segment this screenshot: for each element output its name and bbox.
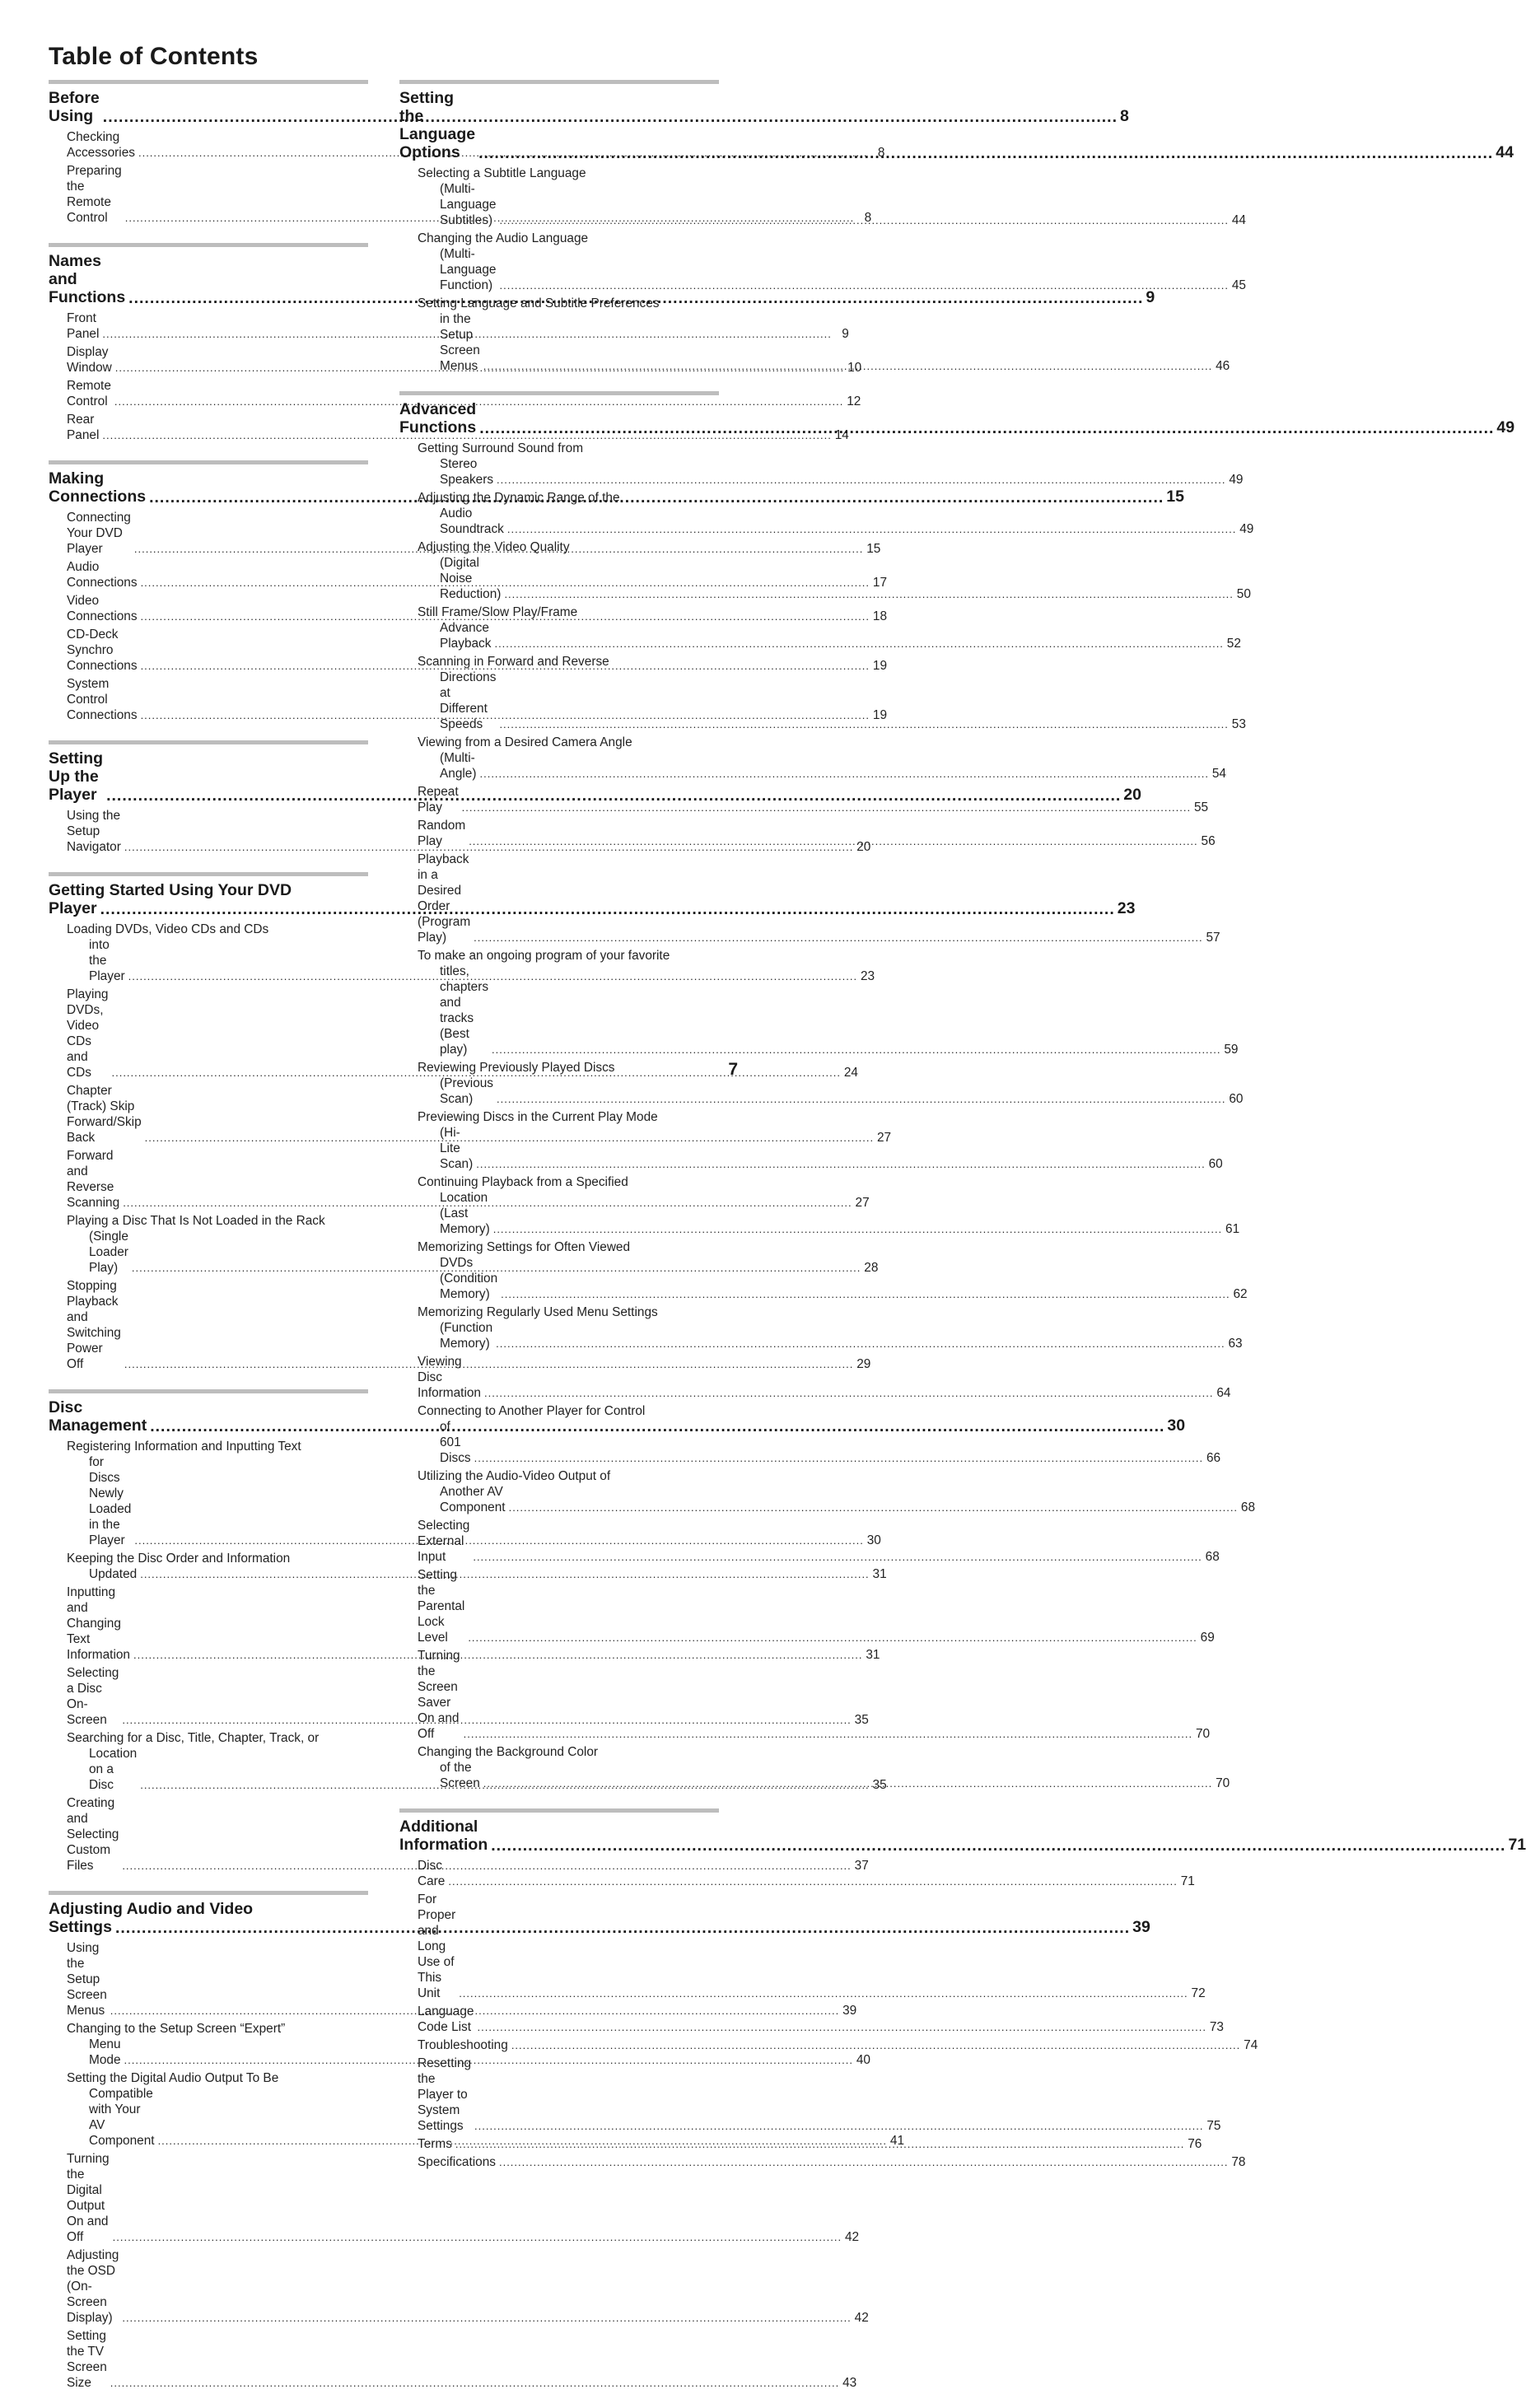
entry-text-line1: Keeping the Disc Order and Information [67,1552,291,1566]
entry-text-line1: Changing the Background Color [418,1745,599,1759]
entry-text: (Multi-Language Subtitles) [440,182,497,227]
entry-text: Stopping Playback and Switching Power Off [67,1279,121,1371]
entry-text: (Digital Noise Reduction) [440,556,502,601]
section-heading[interactable] [399,1818,1526,1854]
entry-text-line1: Scanning in Forward and Reverse [418,655,609,669]
entry-text: Viewing Disc Information [418,1355,481,1400]
entry-page-number: 76 [1188,2137,1202,2151]
entry-page-number: 29 [856,1357,871,1371]
section-heading[interactable] [49,881,1136,917]
leader-dots [474,1453,1203,1464]
page-title: Table of Contents [49,43,259,70]
leader-dots [474,932,1202,944]
entry-text: Troubleshooting [418,2038,508,2052]
entry-page-number: 20 [856,840,871,854]
toc-entry[interactable] [67,378,861,409]
leader-dots [477,2022,1206,2033]
leader-dots [455,2139,1184,2150]
toc-entry[interactable] [67,2328,857,2391]
toc-entry[interactable] [418,2154,1246,2170]
entry-page-number: 27 [855,1196,870,1210]
entry-text: (Function Memory) [440,1321,493,1351]
entry-page-number: 28 [864,1261,879,1275]
section-divider [49,1891,368,1895]
section-heading-line1: Getting Started Using Your DVD [49,881,292,899]
entry-page-number: 73 [1209,2020,1224,2034]
entry-text-line1: Loading DVDs, Video CDs and CDs [67,922,269,936]
entry-text: Checking Accessories [67,130,135,160]
entry-page-number: 70 [1195,1727,1211,1741]
entry-page-number: 53 [1231,717,1246,731]
entry-text: Audio Connections [67,560,138,590]
entry-text-line1: Continuing Playback from a Specified [418,1175,628,1189]
entry-text: Stereo Speakers [440,457,494,487]
entry-text: of 601 Discs [440,1420,471,1465]
section-divider [399,80,719,84]
toc-entry[interactable] [67,2247,869,2326]
section-heading-label: Setting the Language Options [399,89,476,161]
entry-text: Preparing the Remote Control [67,164,122,225]
section-divider [399,1808,719,1813]
leader-dots [501,1289,1230,1300]
leader-dots [497,1094,1225,1105]
toc-entry[interactable] [67,1551,887,1582]
leader-dots [476,1159,1205,1170]
leader-dots [468,1632,1197,1644]
section-page-number: 15 [1166,488,1184,506]
entry-page-number: 71 [1180,1874,1195,1888]
section-page-number: 39 [1132,1918,1150,1936]
entry-text: Setting the TV Screen Size [67,2329,107,2390]
leader-dots [499,719,1228,730]
entry-page-number: 45 [1231,278,1246,292]
section-divider [399,391,719,395]
entry-page-number: 70 [1216,1776,1230,1790]
entry-page-number: 39 [842,2004,857,2018]
entry-text: Directions at Different Speeds [440,670,497,731]
entry-page-number: 59 [1224,1043,1239,1057]
entry-text: Advance Playback [440,621,492,651]
section-heading[interactable] [399,89,1514,161]
entry-page-number: 18 [872,609,888,623]
leader-dots [496,1338,1225,1350]
section-heading-label: Settings [49,1918,112,1936]
entry-text-line1: Searching for a Disc, Title, Chapter, Track, or [67,1731,320,1745]
entry-text: Turning the Screen Saver On and Off [418,1649,460,1741]
entry-page-number: 64 [1216,1386,1231,1400]
entry-page-number: 50 [1236,587,1251,601]
entry-page-number: 9 [842,327,849,341]
entry-text: Remote Control [67,379,111,408]
leader-dots [504,589,1233,600]
entry-text: DVDs (Condition Memory) [440,1256,498,1301]
entry-text-line1: Setting the Digital Audio Output To Be [67,2071,279,2085]
entry-page-number: 43 [842,2376,857,2390]
leader-dots [110,2378,839,2389]
section-heading-label: Setting Up the Player [49,749,104,804]
leader-dots [492,1044,1220,1056]
leader-dots [474,2121,1203,2132]
entry-text: titles, chapters and tracks (Best play) [440,964,489,1057]
entry-page-number: 42 [854,2311,869,2325]
entry-text: Menu Mode [89,2037,121,2067]
entry-page-number: 49 [1229,473,1244,487]
toc-entry[interactable] [418,441,1244,488]
leader-dots [497,474,1225,486]
entry-page-number: 31 [872,1567,887,1581]
entry-text: Display Window [67,345,112,375]
section-page-number: 71 [1508,1836,1526,1854]
entry-page-number: 75 [1206,2119,1221,2133]
section-page-number: 44 [1496,143,1514,161]
toc-entry[interactable] [418,2037,1258,2053]
entry-page-number: 62 [1233,1287,1248,1301]
leader-dots [511,2040,1240,2051]
section-divider [49,872,368,876]
leader-dots [483,361,1212,372]
entry-page-number: 37 [854,1859,869,1873]
entry-page-number: 17 [872,576,888,590]
entry-page-number: 74 [1244,2038,1258,2052]
entry-text: Disc Care [418,1859,446,1888]
entry-text: Language Code List [418,2004,474,2034]
entry-text-line1: Memorizing Settings for Often Viewed [418,1240,631,1254]
entry-text: Updated [89,1567,138,1581]
entry-page-number: 68 [1205,1550,1220,1564]
leader-dots [479,768,1208,780]
entry-page-number: 56 [1201,834,1216,848]
leader-dots [499,215,1228,226]
entry-text: Inputting and Changing Text Information [67,1585,130,1662]
entry-page-number: 68 [1240,1500,1256,1514]
leader-dots [448,1876,1177,1888]
section-heading-label: Disc Management [49,1398,147,1435]
entry-text: Compatible with Your AV Component [89,2087,155,2148]
entry-text: Chapter (Track) Skip Forward/Skip Back [67,1084,142,1145]
toc-entry[interactable] [67,310,849,342]
section-page-number: 9 [1146,288,1155,306]
entry-text: for Discs Newly Loaded in the Player [89,1455,132,1547]
entry-text-line1: Connecting to Another Player for Control [418,1404,646,1418]
section-heading-label: Additional Information [399,1818,488,1854]
entry-text: Terms [418,2137,452,2151]
section-page-number: 49 [1496,418,1515,436]
entry-page-number: 55 [1193,800,1209,814]
section-divider [49,243,368,247]
entry-text: Location (Last Memory) [440,1191,490,1236]
section-heading-label: Advanced Functions [399,400,477,436]
entry-text: For Proper and Long Use of This Unit [418,1892,456,2000]
entry-text: Using the Setup Screen Menus [67,1941,107,2018]
entry-page-number: 41 [889,2134,905,2148]
entry-text-line1: Utilizing the Audio-Video Output of [418,1469,611,1483]
section-divider [49,1389,368,1393]
leader-dots [478,147,1493,160]
leader-dots [493,1224,1222,1235]
leader-dots [479,422,1494,435]
leader-dots [491,1839,1505,1852]
toc-entry[interactable] [67,129,885,161]
entry-page-number: 35 [872,1778,887,1792]
leader-dots [499,280,1228,292]
section-divider [49,740,368,744]
entry-text: (Previous Scan) [440,1076,494,1106]
entry-text: (Multi-Angle) [440,751,477,781]
entry-page-number: 44 [1231,213,1246,227]
entry-page-number: 69 [1200,1631,1215,1645]
entry-text-line1: Playing a Disc That Is Not Loaded in the Rack [67,1214,325,1228]
section-page-number: 8 [1119,107,1129,125]
section-page-number: 23 [1117,899,1136,917]
entry-page-number: 15 [866,542,881,556]
entry-text: Random Play [418,819,466,848]
entry-page-number: 19 [872,708,888,722]
entry-text-line1: Selecting a Subtitle Language [418,166,586,180]
entry-text: Specifications [418,2155,496,2169]
entry-text-line1: Previewing Discs in the Current Play Mode [418,1110,658,1124]
entry-text: Connecting Your DVD Player [67,511,131,556]
entry-page-number: 78 [1231,2155,1246,2169]
leader-dots [484,1388,1213,1399]
entry-page-number: 19 [872,659,888,673]
entry-text: Creating and Selecting Custom Files [67,1796,119,1873]
section-heading-label: Names and Functions [49,252,126,306]
leader-dots [473,1552,1202,1563]
entry-page-number: 54 [1211,767,1226,781]
entry-page-number: 60 [1208,1157,1223,1171]
entry-text-line1: Adjusting the Dynamic Range of the [418,491,620,505]
entry-page-number: 14 [834,428,849,442]
entry-page-number: 23 [860,969,875,983]
toc-entry[interactable] [67,344,862,376]
entry-page-number: 35 [854,1713,869,1727]
entry-page-number: 30 [866,1533,881,1547]
entry-page-number: 27 [877,1131,892,1145]
entry-page-number: 8 [877,146,885,160]
entry-page-number: 40 [856,2053,870,2067]
entry-page-number: 46 [1216,359,1230,373]
entry-text: System Control Connections [67,677,138,722]
entry-text-line1: Adjusting the Video Quality [418,540,570,554]
entry-text-line1: Memorizing Regularly Used Menu Settings [418,1305,658,1319]
entry-text: CD-Deck Synchro Connections [67,628,138,673]
entry-text-line1: Reviewing Previously Played Discs [418,1061,615,1075]
entry-text: Playback in a Desired Order (Program Play) [418,852,471,945]
entry-text: Front Panel [67,311,100,341]
leader-dots [113,2232,842,2243]
toc-entry[interactable] [418,231,1246,293]
entry-text: Another AV Component [440,1485,506,1514]
toc-entry[interactable] [418,166,1246,228]
entry-text: Forward and Reverse Scanning [67,1149,120,1210]
entry-text-line1: Setting Language and Subtitle Preferences [418,296,660,310]
entry-page-number: 31 [866,1648,880,1662]
leader-dots [494,638,1223,650]
entry-text: Selecting a Disc On-Screen [67,1666,119,1727]
section-heading-label: Player [49,899,97,917]
leader-dots [122,2312,851,2324]
entry-text: Selecting External Input [418,1519,470,1564]
entry-page-number: 61 [1225,1222,1240,1236]
entry-page-number: 60 [1229,1092,1244,1106]
entry-text: (Multi-Language Function) [440,247,497,292]
section-heading-line1: Adjusting Audio and Video [49,1900,254,1918]
entry-text-line1: Still Frame/Slow Play/Frame [418,605,578,619]
leader-dots [483,1778,1212,1790]
entry-text: Using the Setup Navigator [67,809,121,854]
entry-page-number: 10 [847,361,862,375]
entry-text-line1: Viewing from a Desired Camera Angle [418,735,632,749]
toc-entry[interactable] [418,1468,1256,1515]
toc-entry[interactable] [418,735,1226,782]
entry-text: Location on a Disc [89,1747,138,1792]
leader-dots [507,524,1236,535]
entry-text: in the Setup Screen Menus [440,312,480,373]
entry-page-number: 24 [843,1066,858,1080]
entry-text: into the Player [89,938,125,983]
entry-text-line1: Changing to the Setup Screen “Expert” [67,2022,286,2036]
entry-text-line1: Getting Surround Sound from [418,441,584,455]
entry-text-line1: To make an ongoing program of your favorite [418,949,670,963]
entry-text: Rear Panel [67,413,100,442]
entry-text: Adjusting the OSD (On-Screen Display) [67,2248,119,2325]
entry-text: Turning the Digital Output On and Off [67,2152,110,2244]
leader-dots [469,836,1197,847]
leader-dots [464,1729,1192,1740]
entry-page-number: 42 [844,2230,860,2244]
entry-text: of the Screen [440,1761,480,1790]
leader-dots [462,802,1191,814]
section-heading[interactable] [49,1900,1150,1936]
entry-page-number: 12 [847,394,861,408]
entry-text: (Hi-Lite Scan) [440,1126,474,1171]
entry-text: Resetting the Player to System Settings [418,2056,472,2133]
leader-dots [509,1502,1238,1514]
entry-text: Video Connections [67,594,138,623]
toc-entry[interactable] [418,1304,1243,1351]
section-divider [49,460,368,464]
section-heading-label: Making Connections [49,469,147,506]
section-heading-label: Before Using [49,89,100,125]
entry-page-number: 72 [1191,1986,1206,2000]
page-number: 7 [728,1060,738,1079]
entry-text: Playing DVDs, Video CDs and CDs [67,987,109,1080]
entry-text: Audio Soundtrack [440,506,504,536]
entry-text: (Single Loader Play) [89,1230,128,1275]
entry-text-line1: Changing the Audio Language [418,231,589,245]
entry-text: Repeat Play [418,785,459,814]
section-page-number: 20 [1123,786,1141,804]
entry-page-number: 8 [864,211,872,225]
entry-text: Setting the Parental Lock Level [418,1568,465,1645]
entry-text-line1: Registering Information and Inputting Text [67,1440,301,1454]
leader-dots [459,1988,1188,2000]
entry-page-number: 57 [1206,931,1220,945]
entry-page-number: 63 [1228,1337,1243,1351]
section-page-number: 30 [1167,1416,1186,1435]
leader-dots [499,2157,1228,2168]
section-divider [49,80,368,84]
entry-page-number: 49 [1239,522,1254,536]
entry-page-number: 66 [1206,1451,1221,1465]
entry-page-number: 52 [1226,637,1241,651]
